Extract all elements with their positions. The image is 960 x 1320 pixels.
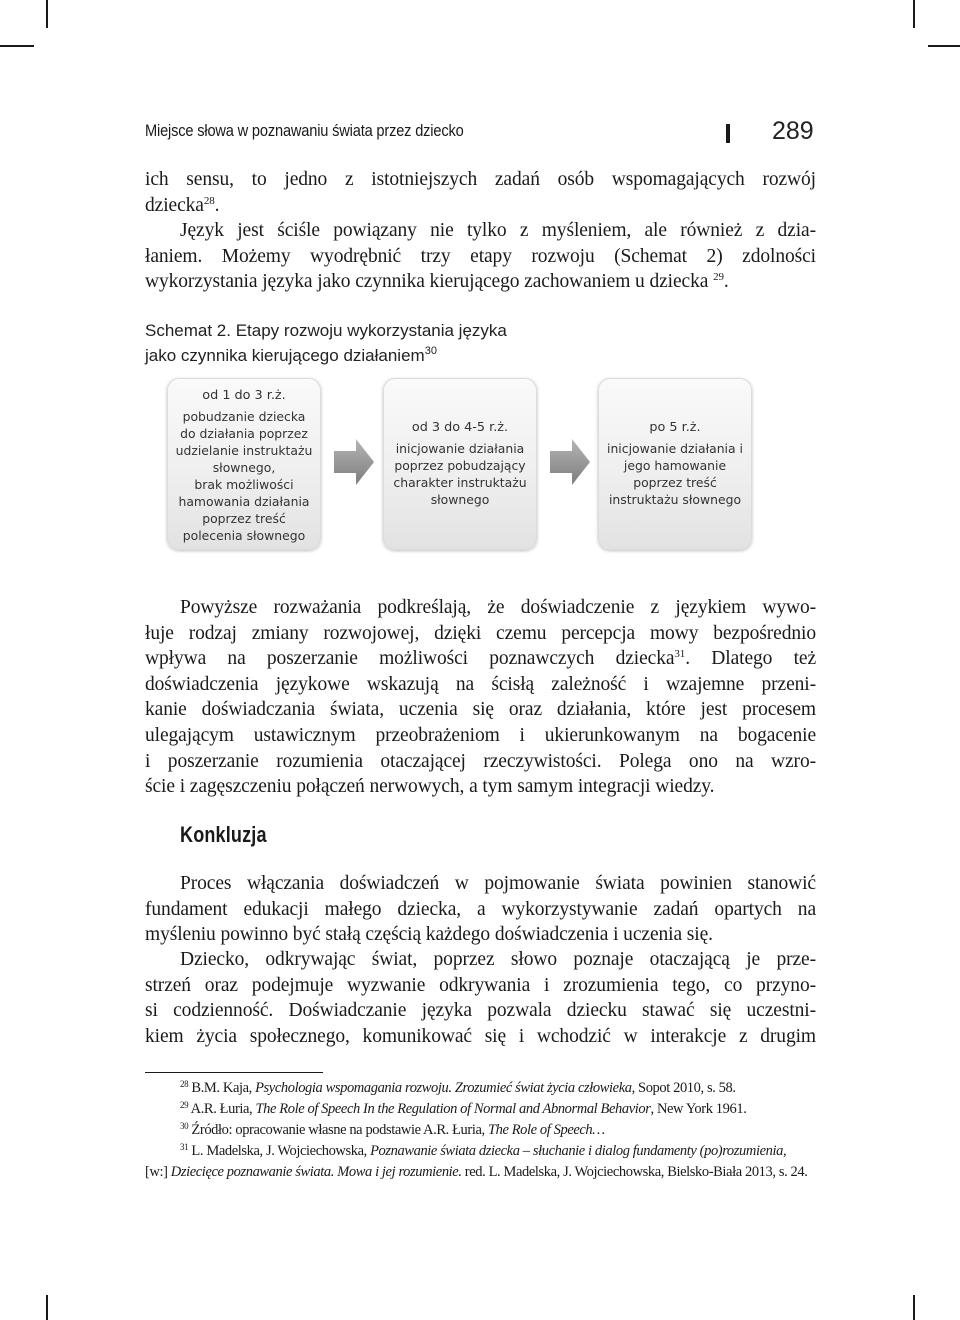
text-line: ich sensu, to jedno z istotniejszych zadań osób wspomagających rozwój [145, 169, 816, 190]
text-line: ulegającym ustawicznym przeobrażeniom i ukierunkowanym na bogacenie [145, 724, 816, 746]
text-line: Powyższe rozważania podkreślają, że doświadczenie z językiem wywo- [180, 597, 816, 618]
stage-box-3: po 5 r.ż. inicjowanie działania i jego hamowanie poprzez treść instruktażu słownego [598, 378, 752, 550]
footnote-separator [145, 1072, 323, 1073]
footnote-ref[interactable]: 28 [203, 194, 215, 207]
caption-line: jako czynnika kierującego działaniem$^{30}$ [145, 345, 437, 365]
schema-caption [145, 318, 507, 368]
text-line: łuje rodzaj zmiany rozwojowej, dzięki czemu percepcja mowy bezpośrednio [145, 622, 816, 644]
text-line: i poszerzanie rozumienia otaczającej rzeczywistości. Polega ono na wzro- [145, 750, 816, 772]
footnote-31-continued: [w:] Dziecięce poznawanie świata. Mowa i jej rozumienie. red. L. Madelska, J. Wojciechowska, Bielsko-Biała 2013, s. 24. [145, 1164, 808, 1180]
footnote-31: $^{31}$ L. Madelska, J. Wojciechowska, Poznawanie świata dziecka – słuchanie i dialog fundamenty (po)rozumienia, [180, 1142, 787, 1159]
text-line: Dziecko, odkrywając świat, poprzez słowo poznaje otaczającą je prze- [180, 949, 816, 970]
crop-mark-top-right-vertical [913, 0, 915, 28]
crop-mark-top-right-horizontal [928, 45, 960, 47]
stage-label: od 3 do 4-5 r.ż. [411, 420, 509, 435]
text-line: dziecka$^{28}$. [145, 194, 220, 216]
text-line: wykorzystania języka jako czynnika kierującego zachowaniem u dziecka $^{29}$. [145, 271, 729, 293]
text-line: Proces włączania doświadczeń w pojmowanie świata powinien stanowić [180, 873, 816, 894]
footnote-ref[interactable]: 29 [713, 271, 724, 284]
paragraph-language [145, 218, 816, 295]
text-line: strzeń oraz podejmuje wyzwanie odkrywania i zrozumienia tego, co przyno- [145, 974, 816, 996]
crop-mark-top-left-vertical [46, 0, 48, 28]
text-line: si codzienność. Doświadczanie języka pozwala dziecku stawać się uczestni- [145, 1000, 816, 1022]
paragraph-intro [145, 167, 816, 218]
text-line: kiem życia społecznego, komunikować się i wchodzić w interakcje z drugim [145, 1025, 816, 1047]
stage-label: po 5 r.ż. [649, 420, 701, 435]
text-line: wpływa na poszerzanie możliwości poznawczych dziecka$^{31}$. Dlatego też [145, 648, 817, 670]
crop-mark-bottom-right-vertical [913, 1295, 915, 1320]
footnote-29: $^{29}$ A.R. Łuria, The Role of Speech In the Regulation of Normal and Abnormal Behavior, New York 1961. [180, 1100, 747, 1117]
footnote-28: $^{28}$ B.M. Kaja, Psychologia wspomagania rozwoju. Zrozumieć świat życia człowieka, Sopot 2010, s. 58. [180, 1079, 736, 1096]
text-line: ście i zagęszczeniu połączeń nerwowych, a tym samym integracji wiedzy. [145, 776, 715, 798]
right-arrow-icon [334, 437, 374, 487]
text-line: fundament edukacji małego dziecka, a wykorzystywanie zadań opartych na [145, 898, 816, 920]
text-line: łaniem. Możemy wyodrębnić trzy etapy rozwoju (Schemat 2) zdolności [145, 245, 816, 267]
stage-box-2: od 3 do 4-5 r.ż. inicjowanie działania poprzez pobudzający charakter instruktażu słownego [383, 378, 537, 550]
footnote-30: $^{30}$ Źródło: opracowanie własne na podstawie A.R. Łuria, The Role of Speech… [180, 1121, 605, 1138]
footnote-ref[interactable]: 30 [424, 345, 437, 357]
paragraph-discussion [145, 595, 816, 800]
paragraph-conclusion [145, 871, 816, 948]
stage-box-1: od 1 do 3 r.ż. pobudzanie dziecka do działania poprzez udzielanie instruktażu słownego, brak możliwości hamowania działania poprzez treść polecenia słownego [167, 378, 321, 550]
section-heading: Konkluzja [180, 822, 267, 847]
crop-mark-bottom-left-vertical [46, 1295, 48, 1320]
footnote-ref[interactable]: 31 [674, 648, 686, 661]
text-line: myśleniu powinno być stałą częścią każdego doświadczenia i uczenia się. [145, 924, 713, 946]
page-number: 289 [772, 117, 814, 145]
text-line: doświadczenia językowe wskazują na ścisłą zależność i wzajemne przeni- [145, 673, 816, 695]
caption-line: Schemat 2. Etapy rozwoju wykorzystania języka [145, 321, 507, 340]
running-title: Miejsce słowa w poznawaniu świata przez dziecko [145, 121, 464, 140]
header-separator [726, 124, 730, 143]
crop-mark-top-left-horizontal [0, 45, 34, 47]
text-line: Język jest ściśle powiązany nie tylko z myśleniem, ale również z dzia- [180, 220, 816, 241]
right-arrow-icon [550, 437, 590, 487]
text-line: kanie doświadczania świata, uczenia się oraz działania, które jest procesem [145, 699, 816, 721]
footnotes [145, 1078, 816, 1183]
stage-label: od 1 do 3 r.ż. [202, 388, 286, 403]
paragraph-child [145, 947, 816, 1049]
